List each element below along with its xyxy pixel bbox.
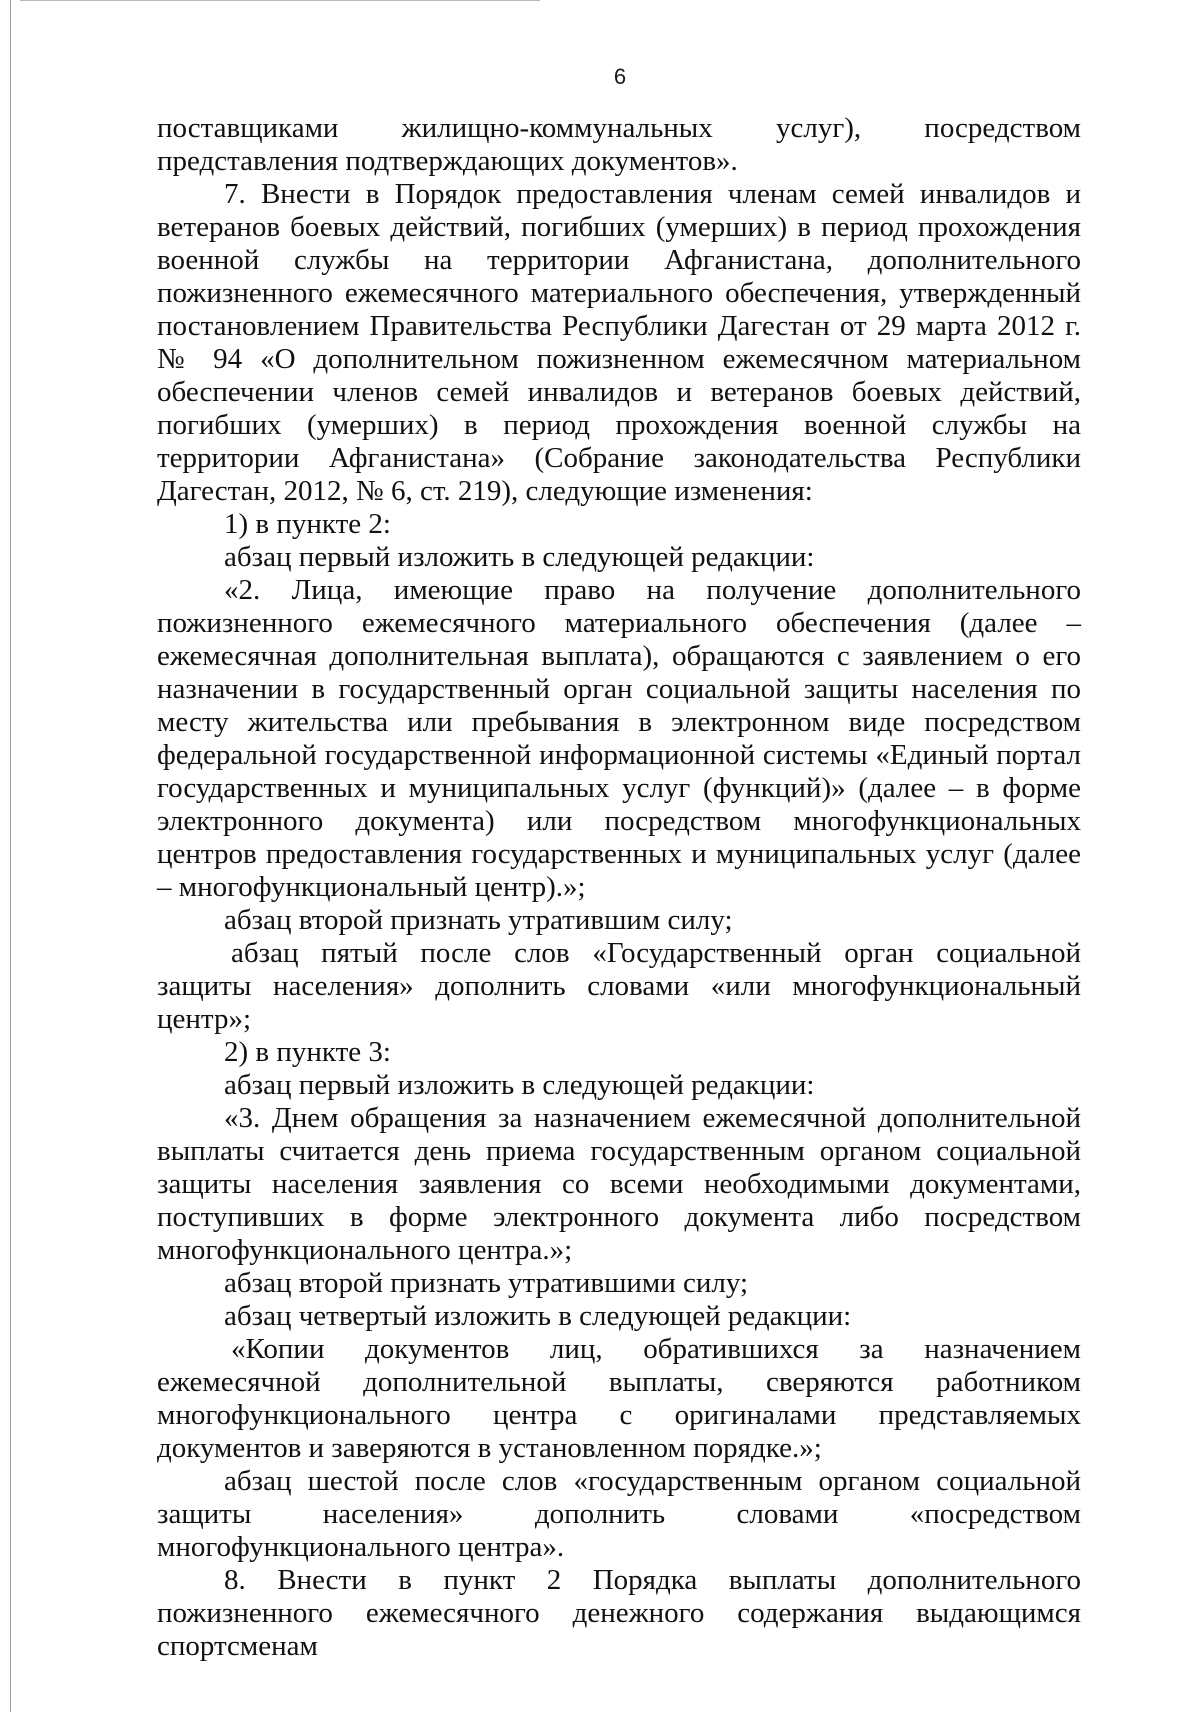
paragraph: абзац второй признать утратившим силу; (224, 904, 733, 936)
paragraph: «2. Лица, имеющие право на получение дополнительного пожизненного ежемесячного материального обеспечения (далее – ежемесячная дополнительная выплата), обращаются с заявлением о его назначении в государственный орган социальной защиты населения по месту жительства или пребывания в электронном виде посредством федеральной государственной информационной системы «Единый портал государственных и муниципальных услуг (функций)» (далее – в форме электронного документа) или посредством многофункциональных центров предоставления государственных и муниципальных услуг (далее – многофункциональный центр).»; (157, 574, 1081, 903)
paragraph: абзац второй признать утратившими силу; (224, 1267, 749, 1299)
paragraph: абзац первый изложить в следующей редакции: (224, 541, 815, 573)
paragraph: 2) в пункте 3: (224, 1036, 391, 1068)
paragraph: поставщиками жилищно-коммунальных услуг), посредством представления подтверждающих документов». (157, 112, 1081, 177)
paragraph: «Копии документов лиц, обратившихся за назначением ежемесячной дополнительной выплаты, сверяются работником многофункционального центра с оригиналами представляемых документов и заверяются в установленном порядке.»; (157, 1333, 1081, 1464)
paragraph: 7. Внести в Порядок предоставления членам семей инвалидов и ветеранов боевых действий, погибших (умерших) в период прохождения военной службы на территории Афганистана, дополнительного пожизненного ежемесячного материального обеспечения, утвержденный постановлением Правительства Республики Дагестан от 29 марта 2012 г. № 94 «О дополнительном пожизненном ежемесячном материальном обеспечении членов семей инвалидов и ветеранов боевых действий, погибших (умерших) в период прохождения военной службы на территории Афганистана» (Собрание законодательства Республики Дагестан, 2012, № 6, ст. 219), следующие изменения: (157, 178, 1081, 507)
scan-top-line (20, 0, 540, 1)
paragraph: «3. Днем обращения за назначением ежемесячной дополнительной выплаты считается день приема государственным органом социальной защиты населения заявления со всеми необходимыми документами, поступивших в форме электронного документа либо посредством многофункционального центра.»; (157, 1102, 1081, 1266)
paragraph: 1) в пункте 2: (224, 508, 391, 540)
page-number: 6 (613, 64, 627, 89)
paragraph: абзац четвертый изложить в следующей редакции: (224, 1300, 852, 1332)
scan-edge-line (10, 0, 11, 1712)
paragraph: абзац первый изложить в следующей редакции: (224, 1069, 815, 1101)
paragraph: абзац пятый после слов «Государственный орган социальной защиты населения» дополнить словами «или многофункциональный центр»; (157, 937, 1081, 1035)
document-body (157, 112, 1081, 1663)
paragraph: 8. Внести в пункт 2 Порядка выплаты дополнительного пожизненного ежемесячного денежного содержания выдающимся спортсменам (157, 1564, 1081, 1662)
paragraph: абзац шестой после слов «государственным органом социальной защиты населения» дополнить словами «посредством многофункционального центра». (157, 1465, 1081, 1563)
